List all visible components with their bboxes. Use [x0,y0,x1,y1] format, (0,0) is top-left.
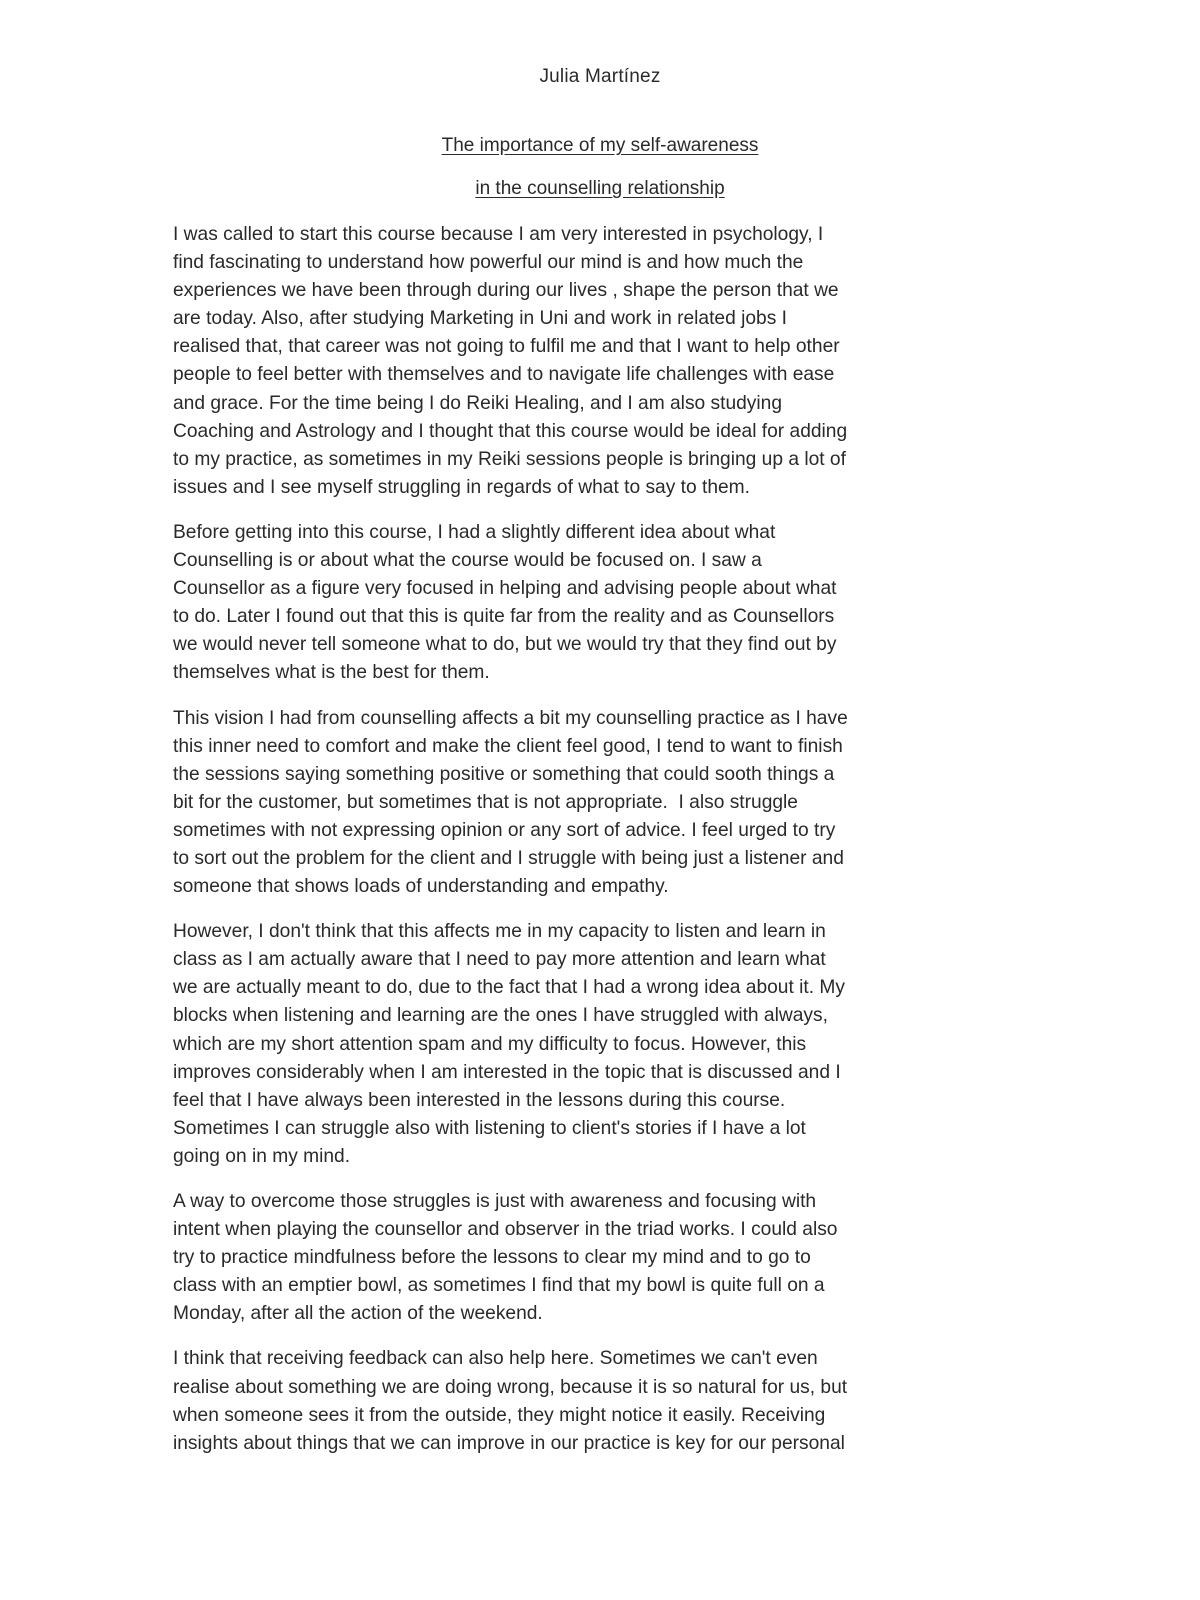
text-line: find fascinating to understand how powerful our mind is and how much the [173,252,804,274]
text-line: which are my short attention spam and my difficulty to focus. However, this [173,1033,807,1055]
text-line: someone that shows loads of understanding and empathy. [173,876,669,898]
text-line: class with an emptier bowl, as sometimes I find that my bowl is quite full on a [173,1275,825,1297]
text-line: when someone sees it from the outside, they might notice it easily. Receiving [173,1404,826,1426]
text-line: we are actually meant to do, due to the fact that I had a wrong idea about it. My [173,977,845,999]
text-line: and grace. For the time being I do Reiki Healing, and I am also studying [173,392,783,414]
paragraph-6 [173,1345,1035,1457]
text-line: Sometimes I can struggle also with listening to client's stories if I have a lot [173,1117,806,1139]
text-line: Counsellor as a figure very focused in helping and advising people about what [173,578,837,600]
text-line: Counselling is or about what the course would be focused on. I saw a [173,550,762,572]
text-line: experiences we have been through during our lives , shape the person that we [173,280,839,302]
text-line: themselves what is the best for them. [173,662,490,684]
text-line: However, I don't think that this affects me in my capacity to listen and learn in [173,921,826,943]
text-line: blocks when listening and learning are the ones I have struggled with always, [173,1005,828,1027]
text-line: issues and I see myself struggling in regards of what to say to them. [173,476,750,498]
text-line: class as I am actually aware that I need to pay more attention and learn what [173,949,826,971]
paragraph-4 [173,918,1035,1171]
paragraph-2 [173,519,1035,688]
text-line: A way to overcome those struggles is just with awareness and focusing with [173,1191,817,1212]
text-line: insights about things that we can improve in our practice is key for our personal [173,1432,845,1454]
text-line: This vision I had from counselling affects a bit my counselling practice as I have [173,707,848,729]
text-line: to sort out the problem for the client and I struggle with being just a listener and [173,847,844,869]
text-line: I was called to start this course because I am very interested in psychology, I [173,224,824,245]
text-line: I think that receiving feedback can also help here. Sometimes we can't even [173,1348,818,1370]
text-line: Before getting into this course, I had a slightly different idea about what [173,521,776,543]
author-name: Julia Martínez [539,66,661,87]
text-line: intent when playing the counsellor and observer in the triad works. I could also [173,1219,838,1241]
document-title-line-1: The importance of my self-awareness [441,135,759,156]
text-line: the sessions saying something positive or something that could sooth things a [173,763,835,785]
paragraph-1 [173,221,1035,502]
text-line: to my practice, as sometimes in my Reiki sessions people is bringing up a lot of [173,448,846,470]
text-line: feel that I have always been interested in the lessons during this course. [173,1089,786,1111]
text-line: this inner need to comfort and make the client feel good, I tend to want to finish [173,735,843,757]
text-line: Monday, after all the action of the weekend. [173,1303,543,1325]
paragraph-3 [173,705,1035,902]
text-line: to do. Later I found out that this is quite far from the reality and as Counsellors [173,606,835,628]
document-title-line-2: in the counselling relationship [475,178,725,199]
text-line: improves considerably when I am interested in the topic that is discussed and I [173,1061,841,1083]
text-line: are today. Also, after studying Marketing in Uni and work in related jobs I [173,308,787,330]
text-line: we would never tell someone what to do, but we would try that they find out by [173,634,837,656]
text-line: try to practice mindfulness before the lessons to clear my mind and to go to [173,1247,811,1269]
paragraph-5 [173,1188,1035,1328]
text-line: realise about something we are doing wrong, because it is so natural for us, but [173,1376,848,1398]
text-line: people to feel better with themselves and to navigate life challenges with ease [173,364,835,386]
text-line: going on in my mind. [173,1145,351,1167]
document-body [173,221,1035,1475]
text-line: sometimes with not expressing opinion or any sort of advice. I feel urged to try [173,819,836,841]
text-line: realised that, that career was not going to fulfil me and that I want to help other [173,336,840,358]
text-line: Coaching and Astrology and I thought that this course would be ideal for adding [173,420,848,442]
text-line: bit for the customer, but sometimes that is not appropriate. I also struggle [173,791,798,813]
